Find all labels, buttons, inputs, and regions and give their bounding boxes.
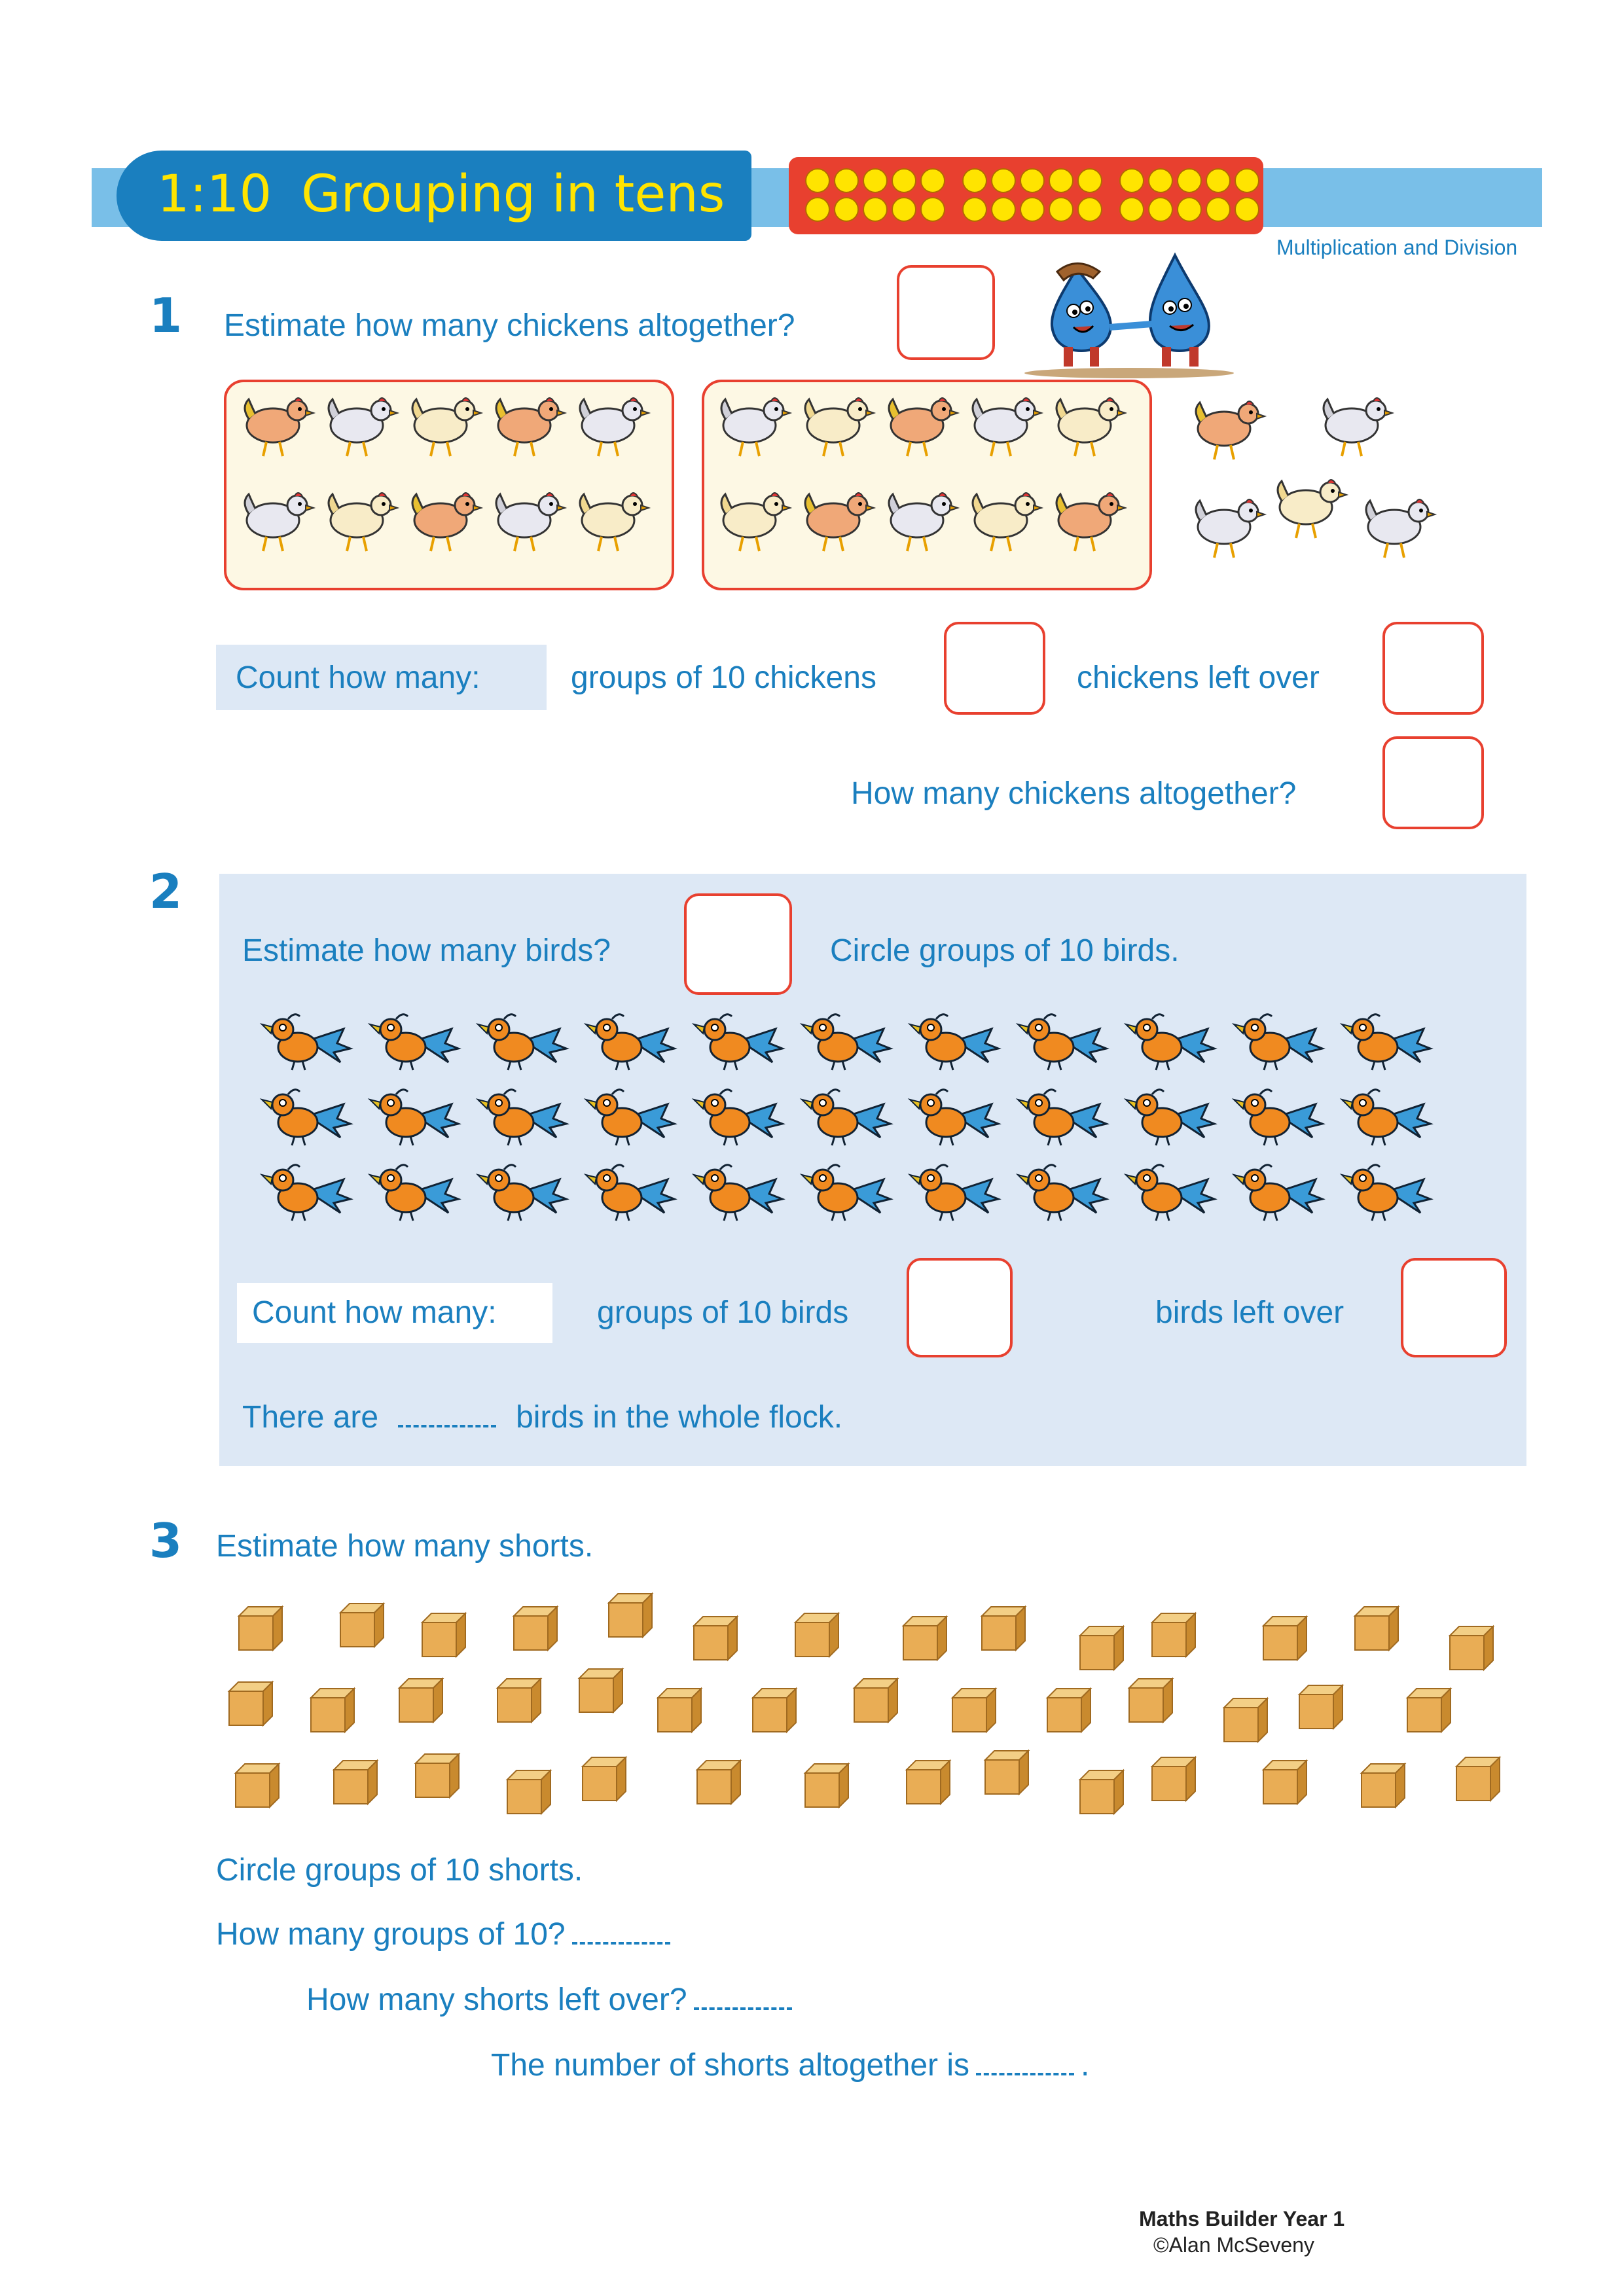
- short-cube: [609, 1594, 652, 1637]
- q3-groups-blank[interactable]: [572, 1938, 670, 1945]
- short-cube: [907, 1761, 950, 1804]
- short-cube: [952, 1689, 996, 1732]
- short-cube: [514, 1607, 557, 1650]
- short-cube: [497, 1679, 541, 1722]
- q3-leftover-prompt: How many shorts left over?: [306, 1982, 687, 2017]
- short-cube: [1047, 1689, 1091, 1732]
- short-cube: [334, 1761, 377, 1804]
- short-cube: [805, 1764, 848, 1807]
- short-cube: [507, 1770, 550, 1814]
- q1-leftover-label: chickens left over: [1077, 660, 1320, 695]
- q3-leftover-blank[interactable]: [694, 2003, 792, 2010]
- page-title: Grouping in tens: [301, 165, 725, 224]
- q3-total-prompt: The number of shorts altogether is: [491, 2048, 970, 2083]
- short-cube: [311, 1689, 354, 1732]
- short-cube: [1407, 1689, 1451, 1732]
- lesson-code: 1:10: [157, 165, 272, 224]
- q1-estimate-prompt: Estimate how many chickens altogether?: [224, 308, 795, 343]
- short-cube: [236, 1764, 279, 1807]
- question-2-number: 2: [149, 864, 183, 919]
- short-cube: [1080, 1626, 1123, 1670]
- footer-author: ©Alan McSeveny: [1153, 2233, 1314, 2257]
- short-cube: [985, 1751, 1028, 1794]
- short-cube: [982, 1607, 1025, 1650]
- strand-label: Multiplication and Division: [1276, 236, 1518, 259]
- short-cube: [795, 1613, 839, 1657]
- short-cube: [579, 1669, 623, 1712]
- short-cube: [697, 1761, 740, 1804]
- q2-groups-label: groups of 10 birds: [597, 1295, 849, 1330]
- q2-sentence-start: There are: [242, 1400, 379, 1435]
- q2-circle-prompt: Circle groups of 10 birds.: [830, 933, 1180, 968]
- short-cube: [903, 1617, 947, 1660]
- short-cube: [1224, 1698, 1267, 1742]
- short-cube: [854, 1679, 897, 1722]
- short-cube: [583, 1757, 626, 1801]
- q3-circle-prompt: Circle groups of 10 shorts.: [216, 1853, 583, 1888]
- q3-groups-row: [216, 1916, 677, 1952]
- short-cube: [229, 1682, 272, 1725]
- short-cube: [1299, 1685, 1343, 1729]
- short-cube: [1450, 1626, 1493, 1670]
- short-cube: [1362, 1764, 1405, 1807]
- short-cube: [694, 1617, 737, 1660]
- q3-total-blank[interactable]: [976, 2069, 1074, 2075]
- q1-total-prompt: How many chickens altogether?: [851, 776, 1297, 811]
- q2-sentence-end: birds in the whole flock.: [516, 1400, 843, 1435]
- short-cube: [1456, 1757, 1500, 1801]
- q3-groups-prompt: How many groups of 10?: [216, 1917, 566, 1952]
- q1-count-label: Count how many:: [236, 660, 480, 695]
- short-cube: [1129, 1679, 1172, 1722]
- short-cube: [1355, 1607, 1398, 1650]
- question-1-number: 1: [149, 288, 183, 343]
- short-cube: [399, 1679, 442, 1722]
- short-cube: [1263, 1617, 1307, 1660]
- short-cube: [1152, 1757, 1195, 1801]
- short-cube: [1263, 1761, 1307, 1804]
- q3-total-end: .: [1081, 2048, 1090, 2083]
- q3-total-row: [491, 2047, 1089, 2083]
- short-cube: [422, 1613, 465, 1657]
- short-cube: [416, 1754, 459, 1797]
- q2-leftover-label: birds left over: [1155, 1295, 1344, 1330]
- question-3-number: 3: [149, 1513, 183, 1568]
- short-cube: [239, 1607, 282, 1650]
- q2-estimate-prompt: Estimate how many birds?: [242, 933, 611, 968]
- short-cube: [1152, 1613, 1195, 1657]
- short-cube: [658, 1689, 701, 1732]
- short-cube: [753, 1689, 796, 1732]
- short-cube: [340, 1604, 384, 1647]
- q1-groups-label: groups of 10 chickens: [571, 660, 876, 695]
- footer-book: Maths Builder Year 1: [1139, 2207, 1345, 2231]
- q3-estimate-prompt: Estimate how many shorts.: [216, 1529, 594, 1564]
- q3-leftover-row: [306, 1982, 799, 2018]
- q2-count-label: Count how many:: [252, 1295, 497, 1330]
- short-cube: [1080, 1770, 1123, 1814]
